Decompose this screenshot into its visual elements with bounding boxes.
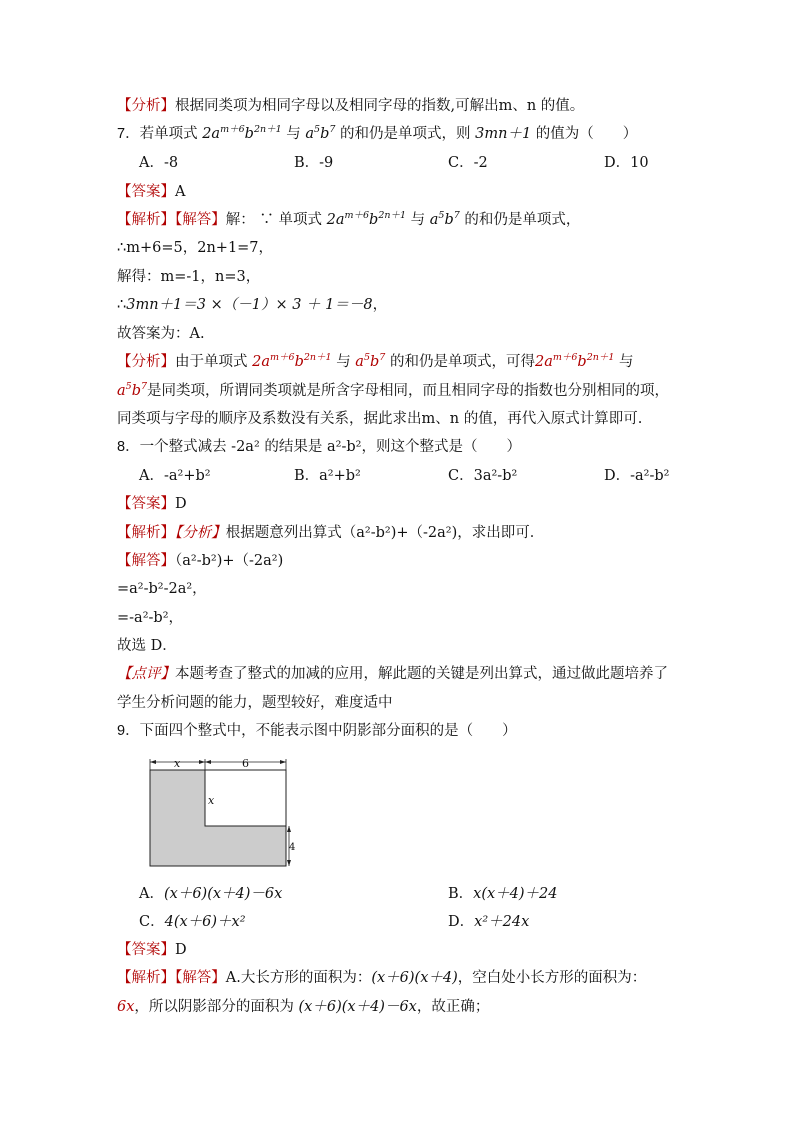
text: 由于单项式 — [175, 354, 248, 370]
q8-stem — [117, 437, 521, 457]
q9-option-c — [139, 912, 246, 932]
q9-option-a — [139, 884, 282, 904]
option-label: A． — [139, 155, 164, 171]
exp: 5 — [125, 381, 132, 392]
analysis-tag: 【分析】 — [175, 525, 226, 541]
stem-text: 下面四个整式中，不能表示图中阴影部分面积的是（ ） — [139, 723, 517, 739]
var-a: a — [117, 383, 126, 399]
q7-option-a — [139, 153, 178, 173]
text: （a²-b²)+（-2a²) — [175, 553, 284, 569]
answer-value: D — [175, 496, 187, 512]
coef: 2 — [326, 212, 336, 228]
option-text: 3a²-b² — [473, 468, 518, 484]
var-b: b — [577, 354, 587, 370]
expression: 3mn＋1 — [475, 126, 532, 142]
q8-solution-line-2 — [117, 551, 283, 571]
q8-solution-line-1 — [117, 523, 544, 543]
answer-tag: 【答案】 — [117, 496, 175, 512]
exp: m＋6 — [344, 210, 370, 221]
coef: 2 — [202, 126, 212, 142]
arrow-head — [287, 860, 291, 866]
stem-text: 与 — [286, 126, 301, 142]
var-a: a — [335, 212, 345, 228]
exp: 7 — [379, 352, 386, 363]
q7-answer — [117, 182, 185, 202]
label-x-top: x — [174, 758, 181, 770]
text: 与 — [619, 354, 634, 370]
q9-solution-line-2 — [117, 997, 489, 1017]
exp: 7 — [329, 124, 336, 135]
q7-option-b — [294, 153, 333, 173]
option-text: 10 — [630, 155, 649, 171]
text: ，空白处小长方形的面积为： — [457, 970, 647, 986]
q8-option-d — [604, 466, 670, 486]
option-text: x(x＋4)＋24 — [473, 886, 558, 902]
q9-solution-line-1 — [117, 968, 646, 988]
arrow-head — [150, 760, 156, 764]
option-text: x²＋24x — [474, 914, 530, 930]
answer-tag: 【答案】 — [117, 942, 175, 958]
analysis-text: 根据同类项为相同字母以及相同字母的指数,可解出m、n 的值。 — [175, 98, 585, 114]
option-label: C． — [139, 914, 165, 930]
q7-analysis-line-2 — [117, 381, 669, 401]
option-text: 4(x＋6)＋x² — [164, 914, 246, 930]
q7-solution-line-4 — [117, 295, 387, 315]
expression: (x＋6)(x＋4) — [371, 970, 458, 986]
exp: m＋6 — [552, 352, 578, 363]
var-b: b — [131, 383, 141, 399]
option-label: B． — [294, 468, 320, 484]
text: ∴ — [117, 297, 127, 313]
stem-text: 若单项式 — [139, 126, 198, 142]
q7-option-c — [448, 153, 488, 173]
expression: 3mn＋1＝3 ×（－1）× 3 ＋ 1＝－8 — [126, 297, 373, 313]
analysis-tag: 【分析】 — [117, 98, 175, 114]
var-a: a — [261, 354, 270, 370]
text: 本题考查了整式的加减的应用，解此题的关键是列出算式，通过做此题培养了 — [175, 666, 668, 682]
option-label: C． — [448, 468, 474, 484]
question-number: 8． — [117, 439, 140, 455]
exp: m＋6 — [220, 124, 245, 135]
option-label: B． — [294, 155, 320, 171]
solution-tag: 【解析】【解答】 — [117, 212, 226, 228]
option-text: -a²+b² — [163, 468, 211, 484]
expression: 6x — [117, 999, 135, 1015]
text: ， — [372, 297, 388, 313]
exp: 2n＋1 — [586, 352, 615, 363]
var-b: b — [294, 354, 304, 370]
option-label: C． — [448, 155, 474, 171]
text: ∵ — [259, 212, 274, 228]
q7-option-d — [604, 153, 649, 173]
text: 根据题意列出算式（a²-b²)+（-2a²)，求出即可． — [225, 525, 545, 541]
q8-option-b — [294, 466, 361, 486]
arrow-head — [205, 760, 211, 764]
q8-solution-line-5: 故选 D． — [117, 638, 177, 654]
var-b: b — [370, 354, 380, 370]
text: 单项式 — [278, 212, 322, 228]
monomial-1 — [252, 354, 331, 370]
expression: (x＋6)(x＋4)－6x — [298, 999, 417, 1015]
q7-stem — [117, 124, 637, 144]
q7-analysis-line-1 — [117, 352, 634, 372]
var-b: b — [444, 212, 454, 228]
var-a: a — [355, 354, 364, 370]
text: 的和仍是单项式， — [464, 212, 581, 228]
q9-stem — [117, 721, 517, 741]
answer-tag: 【答案】 — [117, 184, 175, 200]
q8-option-c — [448, 466, 517, 486]
exp: 7 — [453, 210, 460, 221]
arrow-head — [199, 760, 205, 764]
q8-option-a — [139, 466, 211, 486]
stem-text: 的值为（ ） — [535, 126, 638, 142]
option-label: A． — [139, 886, 164, 902]
q7-solution-line-1 — [117, 210, 580, 230]
exp: m＋6 — [270, 352, 295, 363]
var-a: a — [211, 126, 221, 142]
option-label: A． — [139, 468, 164, 484]
arrow-head — [287, 826, 291, 832]
monomial-2 — [355, 354, 385, 370]
var-a: a — [544, 354, 553, 370]
text: 解： — [225, 212, 255, 228]
text: ，所以阴影部分的面积为 — [134, 999, 294, 1015]
area-figure — [146, 758, 306, 870]
text: 与 — [410, 212, 426, 228]
q6-analysis — [117, 96, 584, 116]
text: A.大长方形的面积为： — [225, 970, 372, 986]
option-text: -2 — [473, 155, 488, 171]
option-text: a²+b² — [319, 468, 361, 484]
q7-solution-line-3: 解得：m=-1，n=3， — [117, 269, 261, 285]
arrow-head — [280, 760, 286, 764]
option-text: -8 — [163, 155, 179, 171]
q8-comment-line-1 — [117, 664, 668, 684]
text: ，故正确； — [416, 999, 490, 1015]
monomial-2 — [117, 383, 147, 399]
exp: 5 — [438, 210, 445, 221]
text: 与 — [336, 354, 351, 370]
solution-tag: 【解析】 — [117, 525, 175, 541]
comment-tag: 【点评】 — [117, 666, 175, 682]
option-text: -a²-b² — [630, 468, 670, 484]
option-label: D． — [604, 155, 631, 171]
answer-detail-tag: 【解答】 — [117, 553, 175, 569]
q8-comment-line-2: 学生分析问题的能力，题型较好，难度适中 — [117, 695, 393, 711]
answer-value: A — [175, 184, 186, 200]
monomial-2 — [430, 212, 460, 228]
q8-solution-line-4: =-a²-b²， — [117, 610, 184, 626]
q8-solution-line-3: =a²-b²-2a²， — [117, 581, 207, 597]
var-a: a — [305, 126, 315, 142]
q9-option-d — [448, 912, 529, 932]
label-4: 4 — [289, 842, 296, 853]
question-number: 9． — [117, 723, 140, 739]
text: 的和仍是单项式，可得 — [389, 354, 535, 370]
label-x-side: x — [208, 794, 215, 807]
q9-answer — [117, 940, 187, 960]
stem-text: 的和仍是单项式，则 — [340, 126, 471, 142]
analysis-tag: 【分析】 — [117, 354, 175, 370]
exp: 7 — [141, 381, 148, 392]
q7-solution-line-2: ∴m+6=5，2n+1=7， — [117, 240, 274, 256]
q7-analysis-line-3: 同类项与字母的顺序及系数没有关系，据此求出m、n 的值，再代入原式计算即可. — [117, 411, 643, 427]
option-text: (x＋6)(x＋4)－6x — [163, 886, 283, 902]
q8-answer — [117, 494, 187, 514]
coef: 2 — [252, 354, 262, 370]
exp: 5 — [314, 124, 321, 135]
option-text: -9 — [319, 155, 334, 171]
monomial-1 — [327, 212, 406, 228]
option-label: B． — [448, 886, 474, 902]
var-b: b — [369, 212, 379, 228]
exp: 5 — [363, 352, 370, 363]
option-label: D． — [604, 468, 631, 484]
q9-option-b — [448, 884, 558, 904]
answer-value: D — [175, 942, 187, 958]
stem-text: 一个整式减去 -2a² 的结果是 a²-b²，则这个整式是（ ） — [139, 439, 521, 455]
monomial-2 — [305, 126, 335, 142]
option-label: D． — [448, 914, 475, 930]
monomial-1 — [535, 354, 614, 370]
label-6: 6 — [242, 758, 249, 770]
q7-solution-line-5: 故答案为：A. — [117, 326, 205, 342]
exp: 2n＋1 — [303, 352, 332, 363]
monomial-1 — [202, 126, 281, 142]
text: 是同类项，所谓同类项就是所含字母相同，而且相同字母的指数也分别相同的项， — [147, 383, 670, 399]
coef: 2 — [534, 354, 545, 370]
question-number: 7． — [117, 126, 140, 142]
var-b: b — [320, 126, 330, 142]
var-a: a — [429, 212, 439, 228]
solution-tag: 【解析】【解答】 — [117, 970, 226, 986]
var-b: b — [244, 126, 254, 142]
exp: 2n＋1 — [378, 210, 407, 221]
exp: 2n＋1 — [253, 124, 282, 135]
